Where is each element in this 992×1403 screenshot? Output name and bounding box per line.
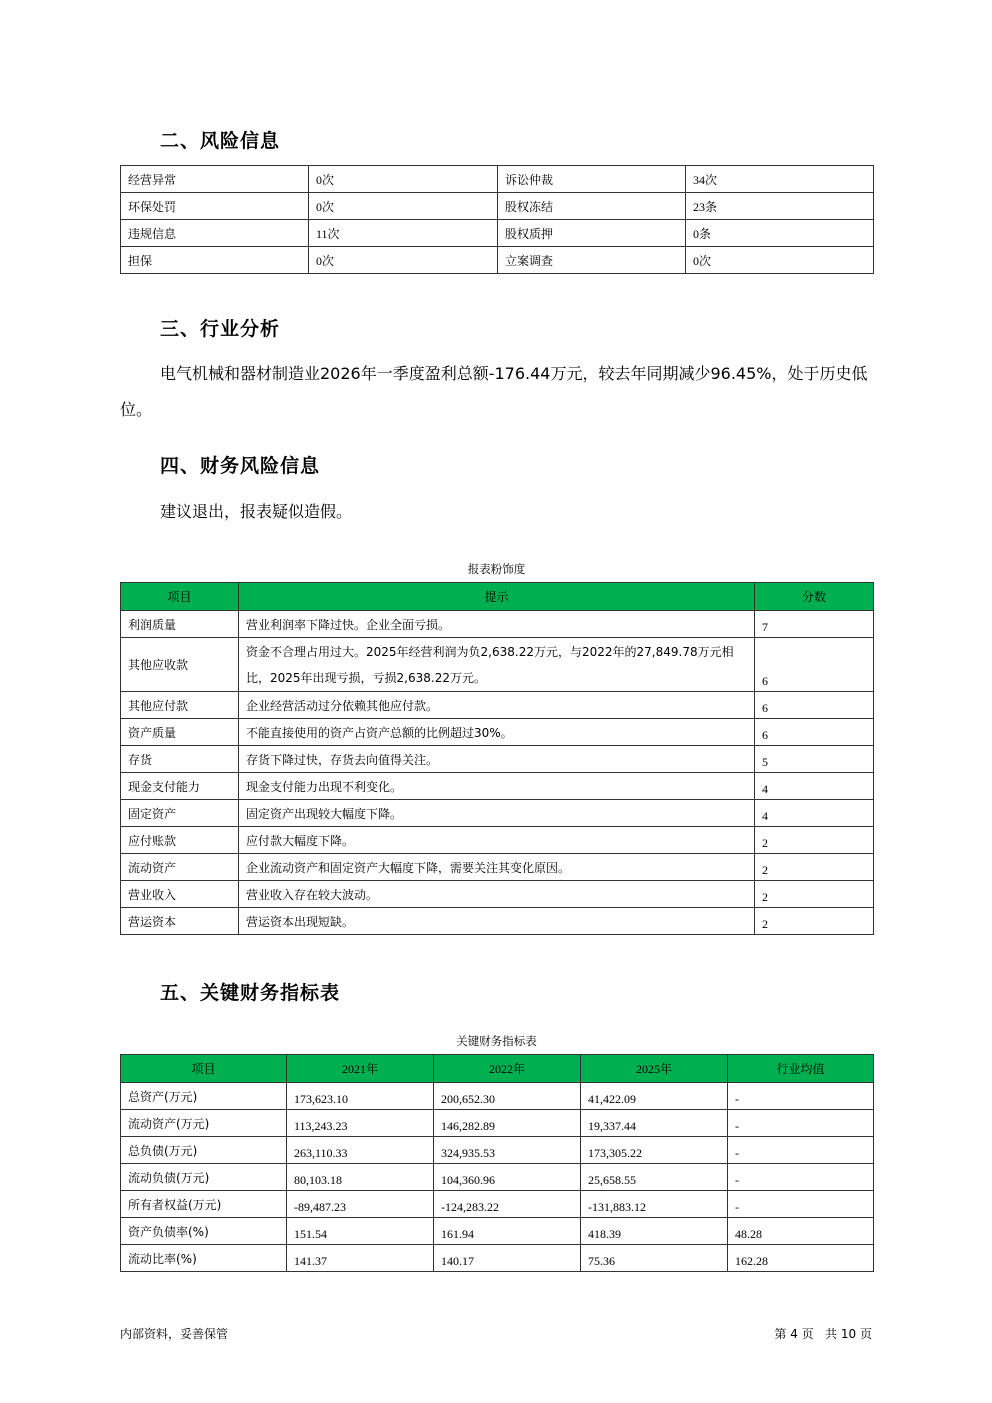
embellish-score: 7: [755, 611, 874, 638]
table-row: [121, 1110, 874, 1137]
table-row: [121, 827, 874, 854]
keyfin-industry-avg: 48.28: [728, 1218, 874, 1245]
risk-label: 立案调查: [498, 247, 686, 274]
keyfin-industry-avg: -: [728, 1083, 874, 1110]
keyfin-2021: 263,110.33: [287, 1137, 434, 1164]
embellish-table: [120, 582, 874, 935]
section-heading-key-financials: 五、关键财务指标表: [160, 982, 341, 1004]
keyfin-industry-avg: 162.28: [728, 1245, 874, 1272]
embellish-item: 营运资本: [121, 908, 239, 935]
risk-value: 0次: [686, 247, 874, 274]
keyfin-2021: 173,623.10: [287, 1083, 434, 1110]
keyfin-industry-avg: -: [728, 1110, 874, 1137]
embellish-score: 6: [755, 719, 874, 746]
keyfin-2025: 41,422.09: [581, 1083, 728, 1110]
keyfin-header-row: [121, 1055, 874, 1083]
embellish-hint: 企业流动资产和固定资产大幅度下降，需要关注其变化原因。: [239, 854, 755, 881]
embellish-hint: 营运资本出现短缺。: [239, 908, 755, 935]
keyfin-2025: 25,658.55: [581, 1164, 728, 1191]
keyfin-2021: -89,487.23: [287, 1191, 434, 1218]
keyfin-2022: 161.94: [434, 1218, 581, 1245]
keyfin-2021: 113,243.23: [287, 1110, 434, 1137]
table-row: [121, 1137, 874, 1164]
keyfin-industry-avg: -: [728, 1164, 874, 1191]
keyfin-item: 流动比率(%): [121, 1245, 287, 1272]
table-row: [121, 719, 874, 746]
keyfin-item: 流动资产(万元): [121, 1110, 287, 1137]
embellish-score: 4: [755, 773, 874, 800]
embellish-item: 营业收入: [121, 881, 239, 908]
keyfin-2021: 141.37: [287, 1245, 434, 1272]
risk-label: 担保: [121, 247, 309, 274]
embellish-table-caption: 报表粉饰度: [467, 562, 526, 576]
embellish-item: 利润质量: [121, 611, 239, 638]
header-2025: 2025年: [581, 1055, 728, 1083]
table-row: [121, 692, 874, 719]
risk-value: 0次: [309, 247, 498, 274]
table-row: [121, 611, 874, 638]
table-row: [121, 854, 874, 881]
risk-value: 0条: [686, 220, 874, 247]
keyfin-2021: 80,103.18: [287, 1164, 434, 1191]
header-industry-avg: 行业均值: [728, 1055, 874, 1083]
financial-risk-text: 建议退出，报表疑似造假。: [160, 502, 353, 521]
table-row: [121, 773, 874, 800]
embellish-score: 2: [755, 827, 874, 854]
keyfin-2025: 173,305.22: [581, 1137, 728, 1164]
embellish-score: 2: [755, 854, 874, 881]
header-hint: 提示: [239, 583, 755, 611]
industry-analysis-text: 电气机械和器材制造业2026年一季度盈利总额-176.44万元，较去年同期减少96.45%，处于历史低位。: [120, 364, 868, 419]
embellish-score: 5: [755, 746, 874, 773]
risk-value: 34次: [686, 166, 874, 193]
embellish-item: 应付账款: [121, 827, 239, 854]
keyfin-item: 总负债(万元): [121, 1137, 287, 1164]
keyfin-2025: 19,337.44: [581, 1110, 728, 1137]
table-row: [121, 247, 874, 274]
embellish-hint: 企业经营活动过分依赖其他应付款。: [239, 692, 755, 719]
keyfin-2022: 324,935.53: [434, 1137, 581, 1164]
keyfin-2022: 140.17: [434, 1245, 581, 1272]
keyfin-2022: 104,360.96: [434, 1164, 581, 1191]
embellish-hint: 不能直接使用的资产占资产总额的比例超过30%。: [239, 719, 755, 746]
embellish-hint: 资金不合理占用过大。2025年经营利润为负2,638.22万元，与2022年的27,849.78万元相比，2025年出现亏损，亏损2,638.22万元。: [239, 638, 755, 692]
key-financial-table: [120, 1054, 874, 1272]
table-row: [121, 1191, 874, 1218]
embellish-score: 6: [755, 692, 874, 719]
keyfin-2025: 75.36: [581, 1245, 728, 1272]
embellish-item: 流动资产: [121, 854, 239, 881]
header-score: 分数: [755, 583, 874, 611]
embellish-hint: 营业收入存在较大波动。: [239, 881, 755, 908]
table-row: [121, 908, 874, 935]
embellish-score: 2: [755, 908, 874, 935]
risk-value: 11次: [309, 220, 498, 247]
risk-value: 23条: [686, 193, 874, 220]
keyfin-2022: 146,282.89: [434, 1110, 581, 1137]
embellish-item: 现金支付能力: [121, 773, 239, 800]
risk-label: 环保处罚: [121, 193, 309, 220]
risk-label: 股权冻结: [498, 193, 686, 220]
keyfin-item: 资产负债率(%): [121, 1218, 287, 1245]
table-row: [121, 881, 874, 908]
table-row: [121, 166, 874, 193]
embellish-score: 6: [755, 638, 874, 692]
risk-label: 股权质押: [498, 220, 686, 247]
keyfin-2022: -124,283.22: [434, 1191, 581, 1218]
embellish-item: 存货: [121, 746, 239, 773]
keyfin-industry-avg: -: [728, 1191, 874, 1218]
embellish-hint: 存货下降过快，存货去向值得关注。: [239, 746, 755, 773]
keyfin-item: 所有者权益(万元): [121, 1191, 287, 1218]
embellish-hint: 应付款大幅度下降。: [239, 827, 755, 854]
header-item: 项目: [121, 1055, 287, 1083]
embellish-item: 其他应付款: [121, 692, 239, 719]
embellish-item: 资产质量: [121, 719, 239, 746]
embellish-hint: 固定资产出现较大幅度下降。: [239, 800, 755, 827]
table-row: [121, 193, 874, 220]
keyfin-table-caption: 关键财务指标表: [456, 1034, 537, 1048]
section-heading-financial-risk: 四、财务风险信息: [160, 455, 321, 477]
table-row: [121, 1218, 874, 1245]
keyfin-2025: -131,883.12: [581, 1191, 728, 1218]
embellish-item: 其他应收款: [121, 638, 239, 692]
header-2021: 2021年: [287, 1055, 434, 1083]
embellish-header-row: [121, 583, 874, 611]
footer-left: 内部资料，妥善保管: [120, 1327, 229, 1341]
keyfin-item: 流动负债(万元): [121, 1164, 287, 1191]
section-heading-risk: 二、风险信息: [160, 130, 281, 152]
keyfin-2022: 200,652.30: [434, 1083, 581, 1110]
risk-label: 经营异常: [121, 166, 309, 193]
embellish-item: 固定资产: [121, 800, 239, 827]
keyfin-2021: 151.54: [287, 1218, 434, 1245]
table-row: [121, 800, 874, 827]
embellish-hint: 现金支付能力出现不利变化。: [239, 773, 755, 800]
keyfin-industry-avg: -: [728, 1137, 874, 1164]
risk-value: 0次: [309, 166, 498, 193]
keyfin-item: 总资产(万元): [121, 1083, 287, 1110]
footer-page-number: 第 4 页 共 10 页: [774, 1327, 872, 1341]
header-item: 项目: [121, 583, 239, 611]
table-row: [121, 638, 874, 692]
embellish-score: 4: [755, 800, 874, 827]
table-row: [121, 1083, 874, 1110]
embellish-score: 2: [755, 881, 874, 908]
risk-label: 诉讼仲裁: [498, 166, 686, 193]
embellish-hint: 营业利润率下降过快。企业全面亏损。: [239, 611, 755, 638]
risk-label: 违规信息: [121, 220, 309, 247]
table-row: [121, 1164, 874, 1191]
risk-value: 0次: [309, 193, 498, 220]
keyfin-2025: 418.39: [581, 1218, 728, 1245]
section-heading-industry: 三、行业分析: [160, 318, 281, 340]
table-row: [121, 1245, 874, 1272]
risk-info-table: [120, 165, 874, 274]
header-2022: 2022年: [434, 1055, 581, 1083]
table-row: [121, 746, 874, 773]
table-row: [121, 220, 874, 247]
